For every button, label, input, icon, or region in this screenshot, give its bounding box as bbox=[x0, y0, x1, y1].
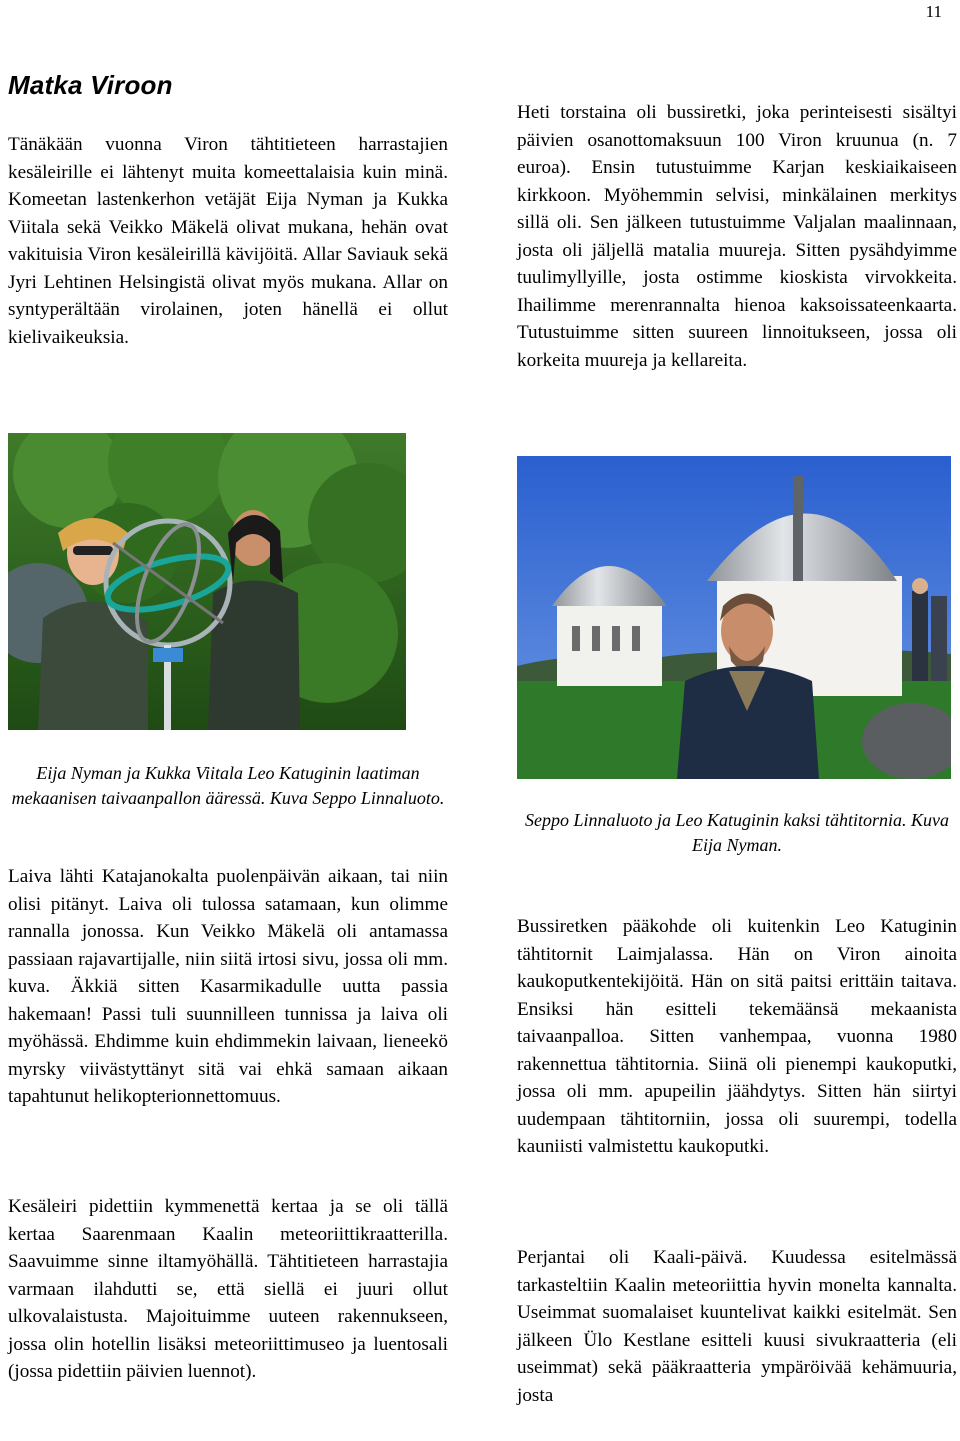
caption-photo-armillary: Eija Nyman ja Kukka Viitala Leo Katuginin laatiman mekaanisen taivaanpallon ääressä. Kuva Seppo Linnaluoto. bbox=[11, 763, 445, 808]
page-number: 11 bbox=[925, 2, 942, 21]
paragraph-summer-camp: Kesäleiri pidettiin kymmenettä kertaa ja se oli tällä kertaa Saarenmaan Kaalin meteoriittikraatterilla. Saavuimme sinne iltamyöhällä. Tähtitieteen harrastajia varmaan ilahdutti se, että siellä ei juuri ollut ulkovalaistusta. Majoituimme uuteen rakennukseen, jossa olin hotellin lisäksi meteoriittimuseo ja luentosali (jossa pidettiin päivien luennot). bbox=[8, 1196, 448, 1382]
caption-photo-observatories: Seppo Linnaluoto ja Leo Katuginin kaksi tähtitornia. Kuva Eija Nyman. bbox=[524, 810, 949, 855]
paragraph-observatories: Bussiretken pääkohde oli kuitenkin Leo Katuginin tähtitornit Laimjalassa. Hän on Viron ainoita kaukoputkentekijöitä. Hän on sitä paitsi erittäin taitava. Ensiksi hän esitteli tekemäänsä mekaanista taivaanpalloa. Sitten vanhempaa, vuonna 1980 rakennettua tähtitornia. Siinä oli pienempi kaukoputki, jossa oli mm. apupeilin jäähdytys. Sitten hän siirtyi uudempaan tähtitorniin, jossa oli suurempi, todella kauniisti valmistettu kaukoputki. bbox=[517, 916, 957, 1157]
paragraph-bus-trip: Heti torstaina oli bussiretki, joka perinteisesti sisältyi päivien osanottomaksuun 100 Viron kruunua (n. 7 euroa). Ensin tutustuimme Karjan keskiaikaiseen kirkkoon. Myöhemmin selvisi, minkälainen merkitys sillä oli. Sen jälkeen tutustuimme Valjalan maalinnaan, josta oli jäljellä matalia muureja. Sitten pysähdyimme tuulimyllyille, josta ostimme kioskista virvokkeita. Ihailimme merenrannalta hienoa kaksoissateenkaarta. Tutustuimme sitten suureen linnoitukseen, jossa oli korkeita muureja ja kellareita. bbox=[517, 102, 957, 371]
paragraph-ferry: Laiva lähti Katajanokalta puolenpäivän aikaan, tai niin olisi pitänyt. Laiva oli tulossa satamaan, kun olimme rannalla jonossa. Kun Veikko Mäkelä oli antamassa passiaan rajavartijalle, niin siitä irtosi sivu, jossa oli mm. kuva. Äkkiä sitten Kasarmikadulle uutta passia hakemaan! Passi tuli suunnilleen tunnissa ja laiva oli myöhässä. Ehdimme kuin ehdimmekin laivaan, lieneekö myrsky viivästyttänyt sitä vai ehkä samaan aikaan tapahtunut helikopterionnettomuus. bbox=[8, 866, 448, 1107]
photo-observatory-domes bbox=[517, 456, 951, 779]
article-title: Matka Viroon bbox=[8, 70, 173, 100]
photo-armillary-sphere bbox=[8, 433, 406, 730]
paragraph-kaali-day: Perjantai oli Kaali-päivä. Kuudessa esitelmässä tarkasteltiin Kaalin meteoriittia hyvin monelta kannalta. Useimmat suomalaiset kuuntelivat kaikki esitelmät. Sen jälkeen Ülo Kestlane esitteli kuusi sivukraatteria (eli useimmat) sekä pääkraatteria ympäröivää kehämuuria, josta bbox=[517, 1247, 957, 1406]
paragraph-intro: Tänäkään vuonna Viron tähtitieteen harrastajien kesäleirille ei lähtenyt muita komeettalaisia kuin minä. Komeetan lastenkerhon vetäjät Eija Nyman ja Kukka Viitala sekä Veikko Mäkelä olivat mukana, hehän ovat vakituisia Viron kesäleirillä kävijöitä. Allar Saviauk sekä Jyri Lehtinen Helsingistä olivat myös mukana. Allar on syntyperältään virolainen, joten hänellä ei ollut kielivaikeuksia. bbox=[8, 134, 448, 348]
